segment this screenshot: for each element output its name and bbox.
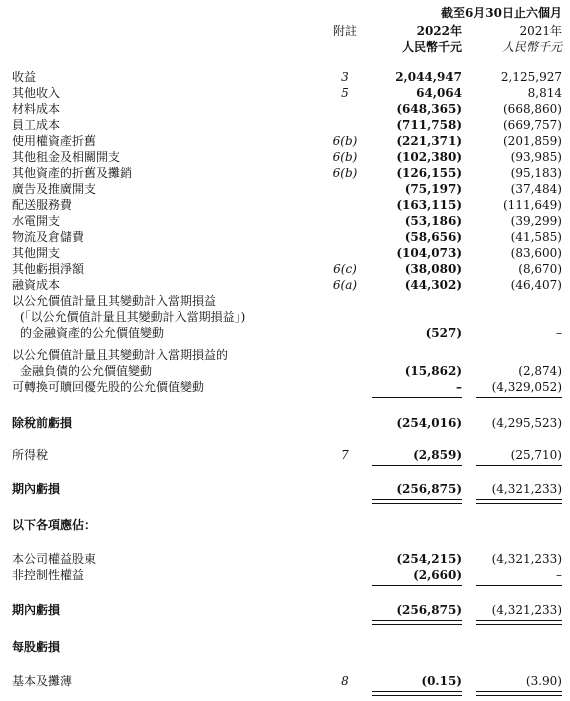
loss-before-tax-value-2022: (254,016) [396,416,462,430]
equity-holders-value-2022: (254,215) [396,552,462,566]
row-label: 其他租金及相關開支 [12,150,121,164]
row-note: 5 [341,86,349,100]
row-value-2022: (648,365) [396,102,462,116]
row-note: 6(b) [332,166,358,180]
loss-for-period-2-value-2022: (256,875) [396,603,462,617]
currency-2022-header: 人民幣千元 [401,40,462,54]
row-value-2022: (711,758) [396,118,462,132]
row-value-2021: (93,985) [510,150,562,164]
currency-2021-header: 人民幣千元 [501,40,562,54]
tax-rule-2022 [372,465,462,466]
loss-before-tax-value-2021: (4,295,523) [491,416,562,430]
fvtpl-liabilities-label-line2: 金融負債的公允價值變動 [20,364,153,378]
total-double-rule-2-2021 [476,620,562,625]
subtotal-rule-2022 [372,397,462,398]
income-tax-value-2021: (25,710) [510,448,562,462]
row-value-2021: (111,649) [503,198,562,212]
row-value-2022: 2,044,947 [395,70,462,84]
row-value-2021: (95,183) [510,166,562,180]
loss-for-period-label: 期內虧損 [12,482,61,496]
fvtpl-assets-value-2022: (527) [425,326,462,340]
convertible-value-2022: – [456,380,462,394]
row-label: 物流及倉儲費 [12,230,85,244]
equity-holders-value-2021: (4,321,233) [491,552,562,566]
loss-for-period-value-2022: (256,875) [396,482,462,496]
row-value-2021: (41,585) [510,230,562,244]
fvtpl-liabilities-label-line1: 以公允價值計量且其變動計入當期損益的 [12,348,229,362]
subtotal-rule-2021 [476,397,562,398]
row-note: 6(b) [332,134,358,148]
row-value-2022: (75,197) [404,182,462,196]
total-double-rule-2021 [476,499,562,504]
eps-value-2022: (0.15) [421,674,462,688]
eps-double-rule-2021 [476,691,562,696]
row-label: 員工成本 [12,118,61,132]
row-label: 收益 [12,70,37,84]
fvtpl-liabilities-value-2021: (2,874) [518,364,562,378]
row-value-2022: (44,302) [404,278,462,292]
income-tax-value-2022: (2,859) [413,448,462,462]
row-value-2022: 64,064 [416,86,462,100]
attributable-heading: 以下各項應佔： [12,518,97,532]
equity-holders-label: 本公司權益股東 [12,552,97,566]
loss-before-tax-label: 除稅前虧損 [12,416,73,430]
loss-for-period-value-2021: (4,321,233) [491,482,562,496]
loss-for-period-2-value-2021: (4,321,233) [491,603,562,617]
nci-value-2022: (2,660) [413,568,462,582]
row-value-2021: (37,484) [510,182,562,196]
tax-rule-2021 [476,465,562,466]
row-value-2022: (102,380) [396,150,462,164]
row-value-2022: (126,155) [396,166,462,180]
row-value-2021: (201,859) [503,134,562,148]
income-tax-note: 7 [341,448,349,462]
row-value-2021: (46,407) [510,278,562,292]
row-note: 6(c) [333,262,357,276]
row-label: 其他收入 [12,86,61,100]
row-label: 配送服務費 [12,198,73,212]
attrib-rule-2021 [476,585,562,586]
row-value-2021: (669,757) [503,118,562,132]
fvtpl-assets-label-line3: 的金融資產的公允價值變動 [20,326,165,340]
row-note: 6(a) [332,278,358,292]
eps-note: 8 [341,674,349,688]
row-label: 廣告及推廣開支 [12,182,97,196]
row-label: 其他開支 [12,246,61,260]
period-heading: 截至6月30日止六個月 [440,6,562,20]
fvtpl-assets-label-line2: (「以公允價值計量且其變動計入當期損益」) [20,310,246,324]
nci-label: 非控制性權益 [12,568,85,582]
row-value-2022: (163,115) [396,198,462,212]
row-label: 其他虧損淨額 [12,262,85,276]
total-double-rule-2-2022 [372,620,462,625]
row-note: 3 [341,70,349,84]
fvtpl-assets-label-line1: 以公允價值計量且其變動計入當期損益 [12,294,217,308]
fvtpl-assets-value-2021: – [556,326,562,340]
row-label: 材料成本 [12,102,61,116]
fvtpl-liabilities-value-2022: (15,862) [404,364,462,378]
row-value-2022: (104,073) [396,246,462,260]
income-tax-label: 所得稅 [12,448,49,462]
row-value-2021: (83,600) [510,246,562,260]
row-value-2021: 8,814 [527,86,562,100]
nci-value-2021: – [556,568,562,582]
year-2022-header: 2022年 [416,24,462,38]
attrib-rule-2022 [372,585,462,586]
convertible-label: 可轉換可贖回優先股的公允價值變動 [12,380,205,394]
row-label: 其他資產的折舊及攤銷 [12,166,133,180]
total-double-rule-2022 [372,499,462,504]
eps-heading: 每股虧損 [12,640,61,654]
row-value-2021: (39,299) [510,214,562,228]
row-label: 使用權資產折舊 [12,134,97,148]
row-value-2022: (53,186) [404,214,462,228]
eps-value-2021: (3.90) [525,674,562,688]
row-label: 融資成本 [12,278,61,292]
eps-label: 基本及攤薄 [12,674,73,688]
loss-for-period-2-label: 期內虧損 [12,603,61,617]
eps-double-rule-2022 [372,691,462,696]
row-value-2022: (38,080) [404,262,462,276]
row-label: 水電開支 [12,214,61,228]
row-value-2021: (668,860) [503,102,562,116]
note-column-header: 附註 [332,24,357,38]
row-value-2022: (221,371) [396,134,462,148]
year-2021-header: 2021年 [519,24,562,38]
row-value-2022: (58,656) [404,230,462,244]
row-value-2021: (8,670) [518,262,562,276]
row-note: 6(b) [332,150,358,164]
convertible-value-2021: (4,329,052) [491,380,562,394]
row-value-2021: 2,125,927 [500,70,562,84]
